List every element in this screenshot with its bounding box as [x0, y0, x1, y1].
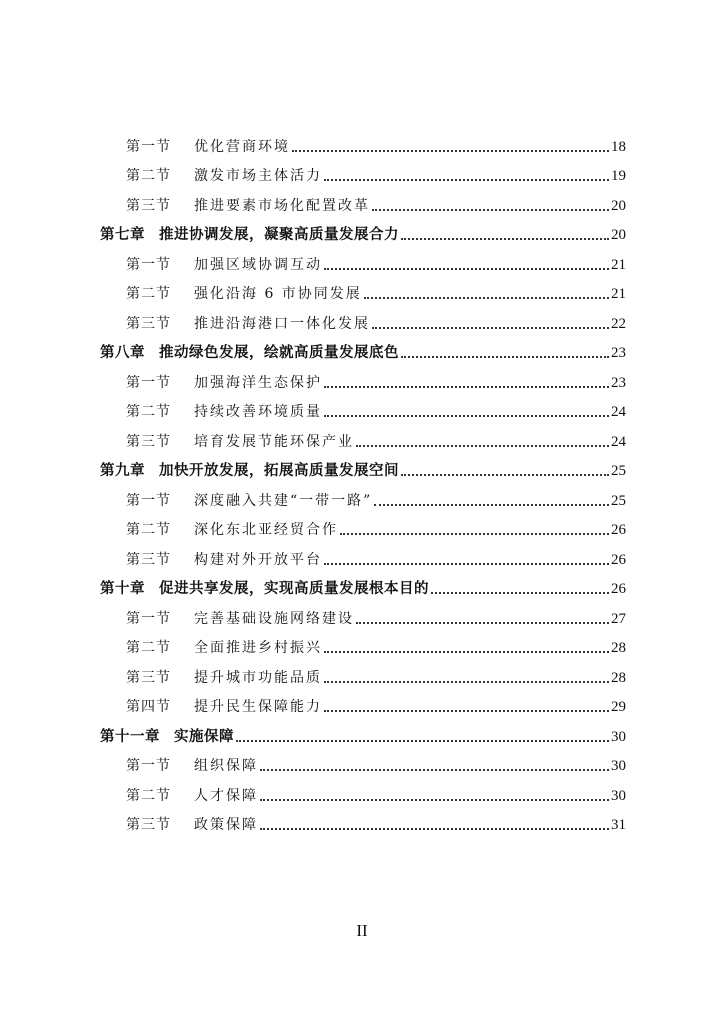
- toc-entry-title: 加快开放发展，拓展高质量发展空间: [159, 463, 399, 479]
- toc-section-entry: [100, 274, 626, 304]
- toc-entry-number: 第一节: [126, 374, 171, 391]
- toc-entry-page: 21: [611, 286, 626, 302]
- toc-section-entry: [100, 244, 626, 274]
- toc-entry-number: 第八章: [100, 345, 145, 361]
- dot-leader: [401, 237, 609, 240]
- dot-leader: [324, 414, 609, 417]
- dot-leader: [356, 444, 609, 447]
- dot-leader: [374, 503, 609, 506]
- dot-leader: [324, 680, 609, 683]
- toc-entry-number: 第二节: [126, 168, 171, 184]
- toc-section-entry: [100, 805, 626, 835]
- toc-chapter-entry: [100, 215, 626, 245]
- dot-leader: [324, 562, 609, 565]
- toc-entry-title: 培育发展节能环保产业: [194, 433, 354, 450]
- toc-entry-number: 第三节: [126, 551, 171, 568]
- toc-entry-title: 推进协调发展，凝聚高质量发展合力: [159, 227, 399, 243]
- dot-leader: [324, 178, 609, 181]
- toc-entry-title: 推进沿海港口一体化发展: [194, 315, 370, 332]
- toc-entry-page: 28: [611, 640, 626, 656]
- toc-entry-title: 深化东北亚经贸合作: [194, 522, 338, 538]
- toc-section-entry: [100, 539, 626, 569]
- dot-leader: [324, 709, 609, 712]
- toc-entry-number: 第二节: [126, 787, 171, 804]
- toc-entry-title: 完善基础设施网络建设: [194, 610, 354, 627]
- toc-entry-number: 第一节: [126, 256, 171, 273]
- toc-entry-number: 第三节: [126, 197, 171, 214]
- dot-leader: [356, 621, 609, 624]
- toc-entry-page: 24: [611, 433, 626, 450]
- toc-section-entry: [100, 421, 626, 451]
- toc-entry-page: 27: [611, 610, 626, 627]
- toc-entry-title: 加强区域协调互动: [194, 256, 322, 273]
- toc-section-entry: [100, 362, 626, 392]
- toc-entry-number: 第七章: [100, 227, 145, 243]
- toc-entry-page: 18: [611, 138, 626, 155]
- dot-leader: [292, 149, 609, 152]
- page-number: II: [356, 921, 368, 940]
- toc-entry-number: 第三节: [126, 315, 171, 332]
- toc-entry-page: 20: [611, 197, 626, 214]
- dot-leader: [372, 208, 609, 211]
- dot-leader: [372, 326, 609, 329]
- toc-entry-page: 26: [611, 581, 626, 597]
- toc-entry-number: 第一节: [126, 758, 171, 774]
- toc-entry-page: 22: [611, 315, 626, 332]
- dot-leader: [401, 473, 609, 476]
- dot-leader: [340, 532, 609, 535]
- toc-entry-title: 促进共享发展，实现高质量发展根本目的: [159, 581, 429, 597]
- dot-leader: [260, 798, 609, 801]
- toc-entry-page: 28: [611, 669, 626, 686]
- toc-entry-title: 全面推进乡村振兴: [194, 640, 322, 656]
- toc-entry-number: 第九章: [100, 463, 145, 479]
- toc-section-entry: [100, 392, 626, 422]
- toc-entry-page: 19: [611, 168, 626, 184]
- toc-section-entry: [100, 156, 626, 186]
- toc-entry-number: 第一节: [126, 610, 171, 627]
- toc-section-entry: [100, 185, 626, 215]
- toc-chapter-entry: [100, 569, 626, 599]
- toc-entry-page: 31: [611, 817, 626, 833]
- toc-entry-number: 第一节: [126, 138, 171, 155]
- toc-entry-title: 推动绿色发展，绘就高质量发展底色: [159, 345, 399, 361]
- toc-entry-page: 23: [611, 345, 626, 361]
- toc-entry-number: 第二节: [126, 640, 171, 656]
- dot-leader: [431, 591, 609, 594]
- toc-chapter-entry: [100, 716, 626, 746]
- toc-section-entry: [100, 510, 626, 540]
- dot-leader: [260, 768, 609, 771]
- dot-leader: [236, 739, 609, 742]
- toc-entry-title: 人才保障: [194, 787, 258, 804]
- toc-entry-number: 第三节: [126, 817, 171, 833]
- toc-entry-page: 20: [611, 227, 626, 243]
- toc-section-entry: [100, 480, 626, 510]
- toc-entry-page: 30: [611, 787, 626, 804]
- toc-entry-title: 构建对外开放平台: [194, 551, 322, 568]
- toc-section-entry: [100, 126, 626, 156]
- toc-entry-page: 21: [611, 256, 626, 273]
- toc-section-entry: [100, 746, 626, 776]
- toc-section-entry: [100, 775, 626, 805]
- toc-entry-page: 25: [611, 463, 626, 479]
- toc-entry-number: 第二节: [126, 522, 171, 538]
- toc-entry-number: 第十一章: [100, 728, 160, 745]
- toc-entry-number: 第一节: [126, 492, 171, 509]
- toc-entry-number: 第十章: [100, 581, 145, 597]
- dot-leader: [401, 355, 609, 358]
- toc-entry-page: 26: [611, 522, 626, 538]
- toc-entry-title: 持续改善环境质量: [194, 404, 322, 420]
- toc-entry-number: 第三节: [126, 669, 171, 686]
- dot-leader: [324, 650, 609, 653]
- toc-section-entry: [100, 628, 626, 658]
- toc-chapter-entry: [100, 333, 626, 363]
- toc-entry-title: 优化营商环境: [194, 138, 290, 155]
- dot-leader: [364, 296, 609, 299]
- toc-entry-title: 强化沿海 6 市协同发展: [194, 286, 362, 302]
- toc-section-entry: [100, 303, 626, 333]
- toc-section-entry: [100, 687, 626, 717]
- toc-entry-title: 实施保障: [174, 728, 234, 745]
- toc-entry-title: 加强海洋生态保护: [194, 374, 322, 391]
- toc-entry-number: 第四节: [126, 699, 171, 715]
- toc-entry-title: 提升城市功能品质: [194, 669, 322, 686]
- toc-entry-page: 30: [611, 758, 626, 774]
- toc-entry-page: 29: [611, 699, 626, 715]
- toc-section-entry: [100, 657, 626, 687]
- toc-entry-page: 30: [611, 728, 626, 745]
- dot-leader: [324, 385, 609, 388]
- toc-entry-page: 23: [611, 374, 626, 391]
- toc-entry-page: 24: [611, 404, 626, 420]
- toc-entry-title: 提升民生保障能力: [194, 699, 322, 715]
- toc-entry-title: 激发市场主体活力: [194, 168, 322, 184]
- toc-entry-number: 第三节: [126, 433, 171, 450]
- toc-chapter-entry: [100, 451, 626, 481]
- toc-entry-title: 深度融入共建“一带一路”: [194, 492, 373, 509]
- toc-section-entry: [100, 598, 626, 628]
- toc-entry-title: 推进要素市场化配置改革: [194, 197, 370, 214]
- toc-entry-title: 政策保障: [194, 817, 258, 833]
- dot-leader: [260, 827, 609, 830]
- toc-entry-number: 第二节: [126, 286, 171, 302]
- toc-entry-page: 25: [611, 492, 626, 509]
- toc-entry-title: 组织保障: [194, 758, 258, 774]
- dot-leader: [324, 267, 609, 270]
- table-of-contents: [100, 126, 626, 834]
- toc-entry-page: 26: [611, 551, 626, 568]
- toc-entry-number: 第二节: [126, 404, 171, 420]
